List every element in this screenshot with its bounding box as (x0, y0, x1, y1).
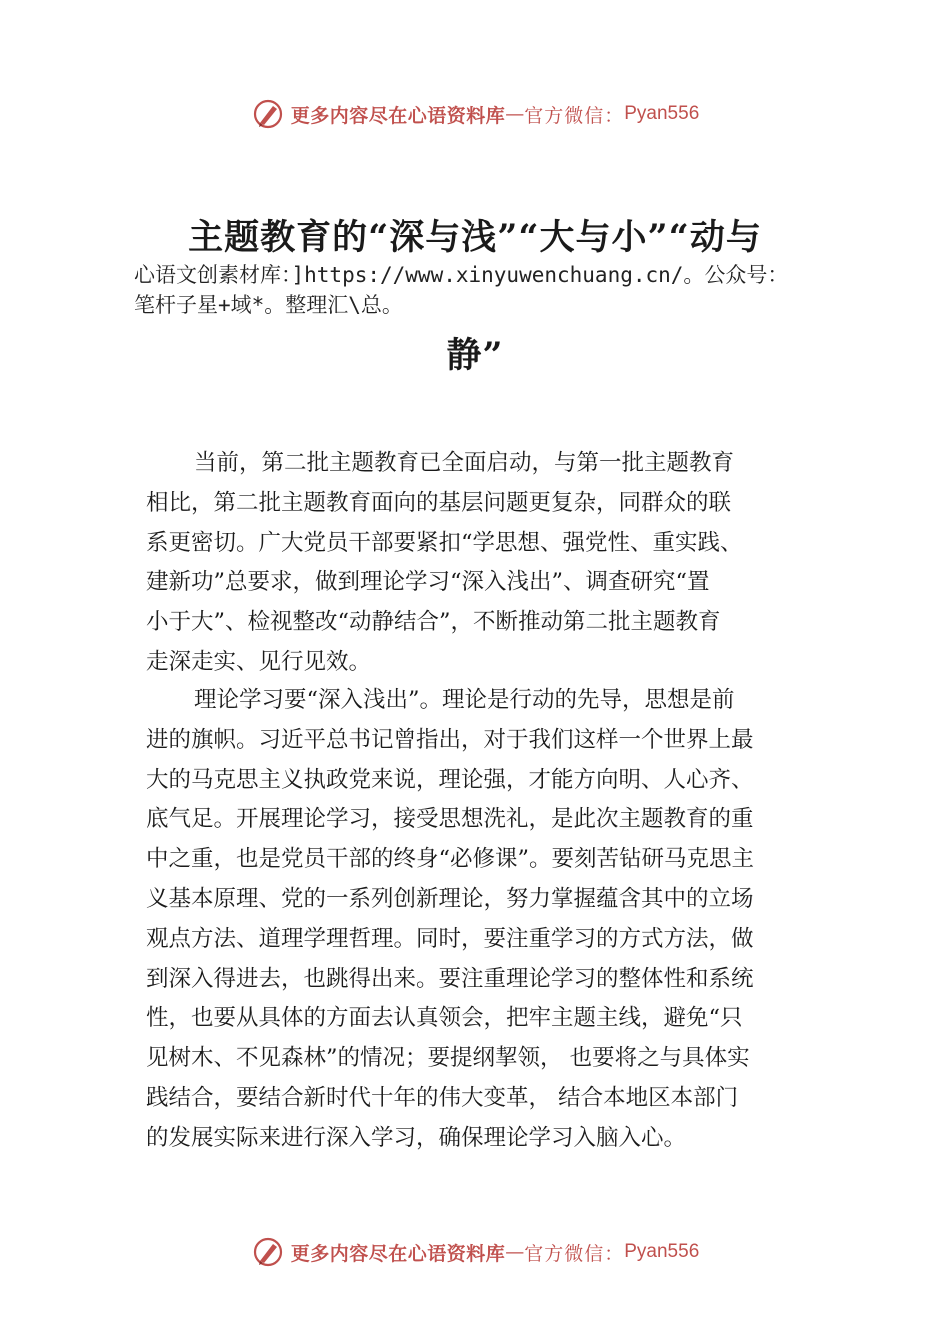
paragraph-line: 见树木、不见森林”的情况；要提纲挈领， 也要将之与具体实 (146, 1045, 750, 1072)
paragraph-line: 小于大”、检视整改“动静结合”，不断推动第二批主题教育 (146, 609, 721, 636)
paragraph-line: 相比，第二批主题教育面向的基层问题更复杂，同群众的联 (146, 489, 732, 516)
watermark-wechat-label: 官方微信： (524, 104, 625, 127)
footer-watermark (0, 1232, 950, 1272)
paragraph-line: 中之重，也是党员干部的终身“必修课”。要刻苦钻研马克思主 (146, 846, 755, 873)
page-title-line-2: 静” (446, 335, 504, 376)
watermark-dash: — (505, 103, 525, 125)
paragraph-line: 走深走实、见行见效。 (146, 648, 372, 675)
watermark-dash: — (505, 1241, 525, 1263)
paragraph-line: 建新功”总要求，做到理论学习“深入浅出”、调查研究“置 (146, 569, 710, 596)
paragraph-line: 系更密切。广大党员干部要紧扣“学思想、强党性、重实践、 (146, 529, 743, 556)
page-title-line-1: 主题教育的“深与浅”“大与小”“动与 (188, 217, 762, 258)
paragraph-line: 观点方法、道理学理哲理。同时，要注重学习的方式方法，做 (146, 925, 754, 952)
paragraph-line: 进的旗帜。习近平总书记曾指出，对于我们这样一个世界上最 (146, 726, 754, 753)
overlay-line-1: 心语文创素材库：]https://www.xinyuwenchuang.cn/。公众号： (134, 263, 789, 287)
paragraph-line: 践结合，要结合新时代十年的伟大变革， 结合本地区本部门 (146, 1084, 739, 1111)
watermark-wechat-label: 官方微信： (524, 1242, 625, 1265)
header-watermark (0, 94, 950, 134)
watermark-wechat-id: Pyan556 (624, 1241, 700, 1262)
pen-logo-icon (251, 1235, 285, 1269)
paragraph-line: 的发展实际来进行深入学习，确保理论学习入脑入心。 (146, 1124, 687, 1151)
watermark-site: 更多内容尽在心语资料库 (290, 1242, 506, 1265)
paragraph-line: 当前，第二批主题教育已全面启动，与第一批主题教育 (194, 450, 735, 476)
paragraph-2 (146, 681, 826, 1159)
paragraph-line: 底气足。开展理论学习，接受思想洗礼，是此次主题教育的重 (146, 806, 754, 833)
paragraph-line: 理论学习要“深入浅出”。理论是行动的先导，思想是前 (194, 687, 735, 713)
paragraph-line: 到深入得进去，也跳得出来。要注重理论学习的整体性和系统 (146, 965, 754, 992)
paragraph-line: 大的马克思主义执政党来说，理论强，才能方向明、人心齐、 (146, 766, 754, 793)
overlay-line-2: 笔杆子星+域*。整理汇\总。 (134, 293, 403, 317)
watermark-site: 更多内容尽在心语资料库 (290, 104, 506, 127)
paragraph-line: 性，也要从具体的方面去认真领会，把牢主题主线，避免“只 (146, 1005, 743, 1032)
watermark-wechat-id: Pyan556 (624, 103, 700, 124)
source-overlay (134, 260, 914, 320)
paragraph-1 (146, 444, 826, 683)
paragraph-line: 义基本原理、党的一系列创新理论，努力掌握蕴含其中的立场 (146, 885, 754, 912)
pen-logo-icon (251, 97, 285, 131)
